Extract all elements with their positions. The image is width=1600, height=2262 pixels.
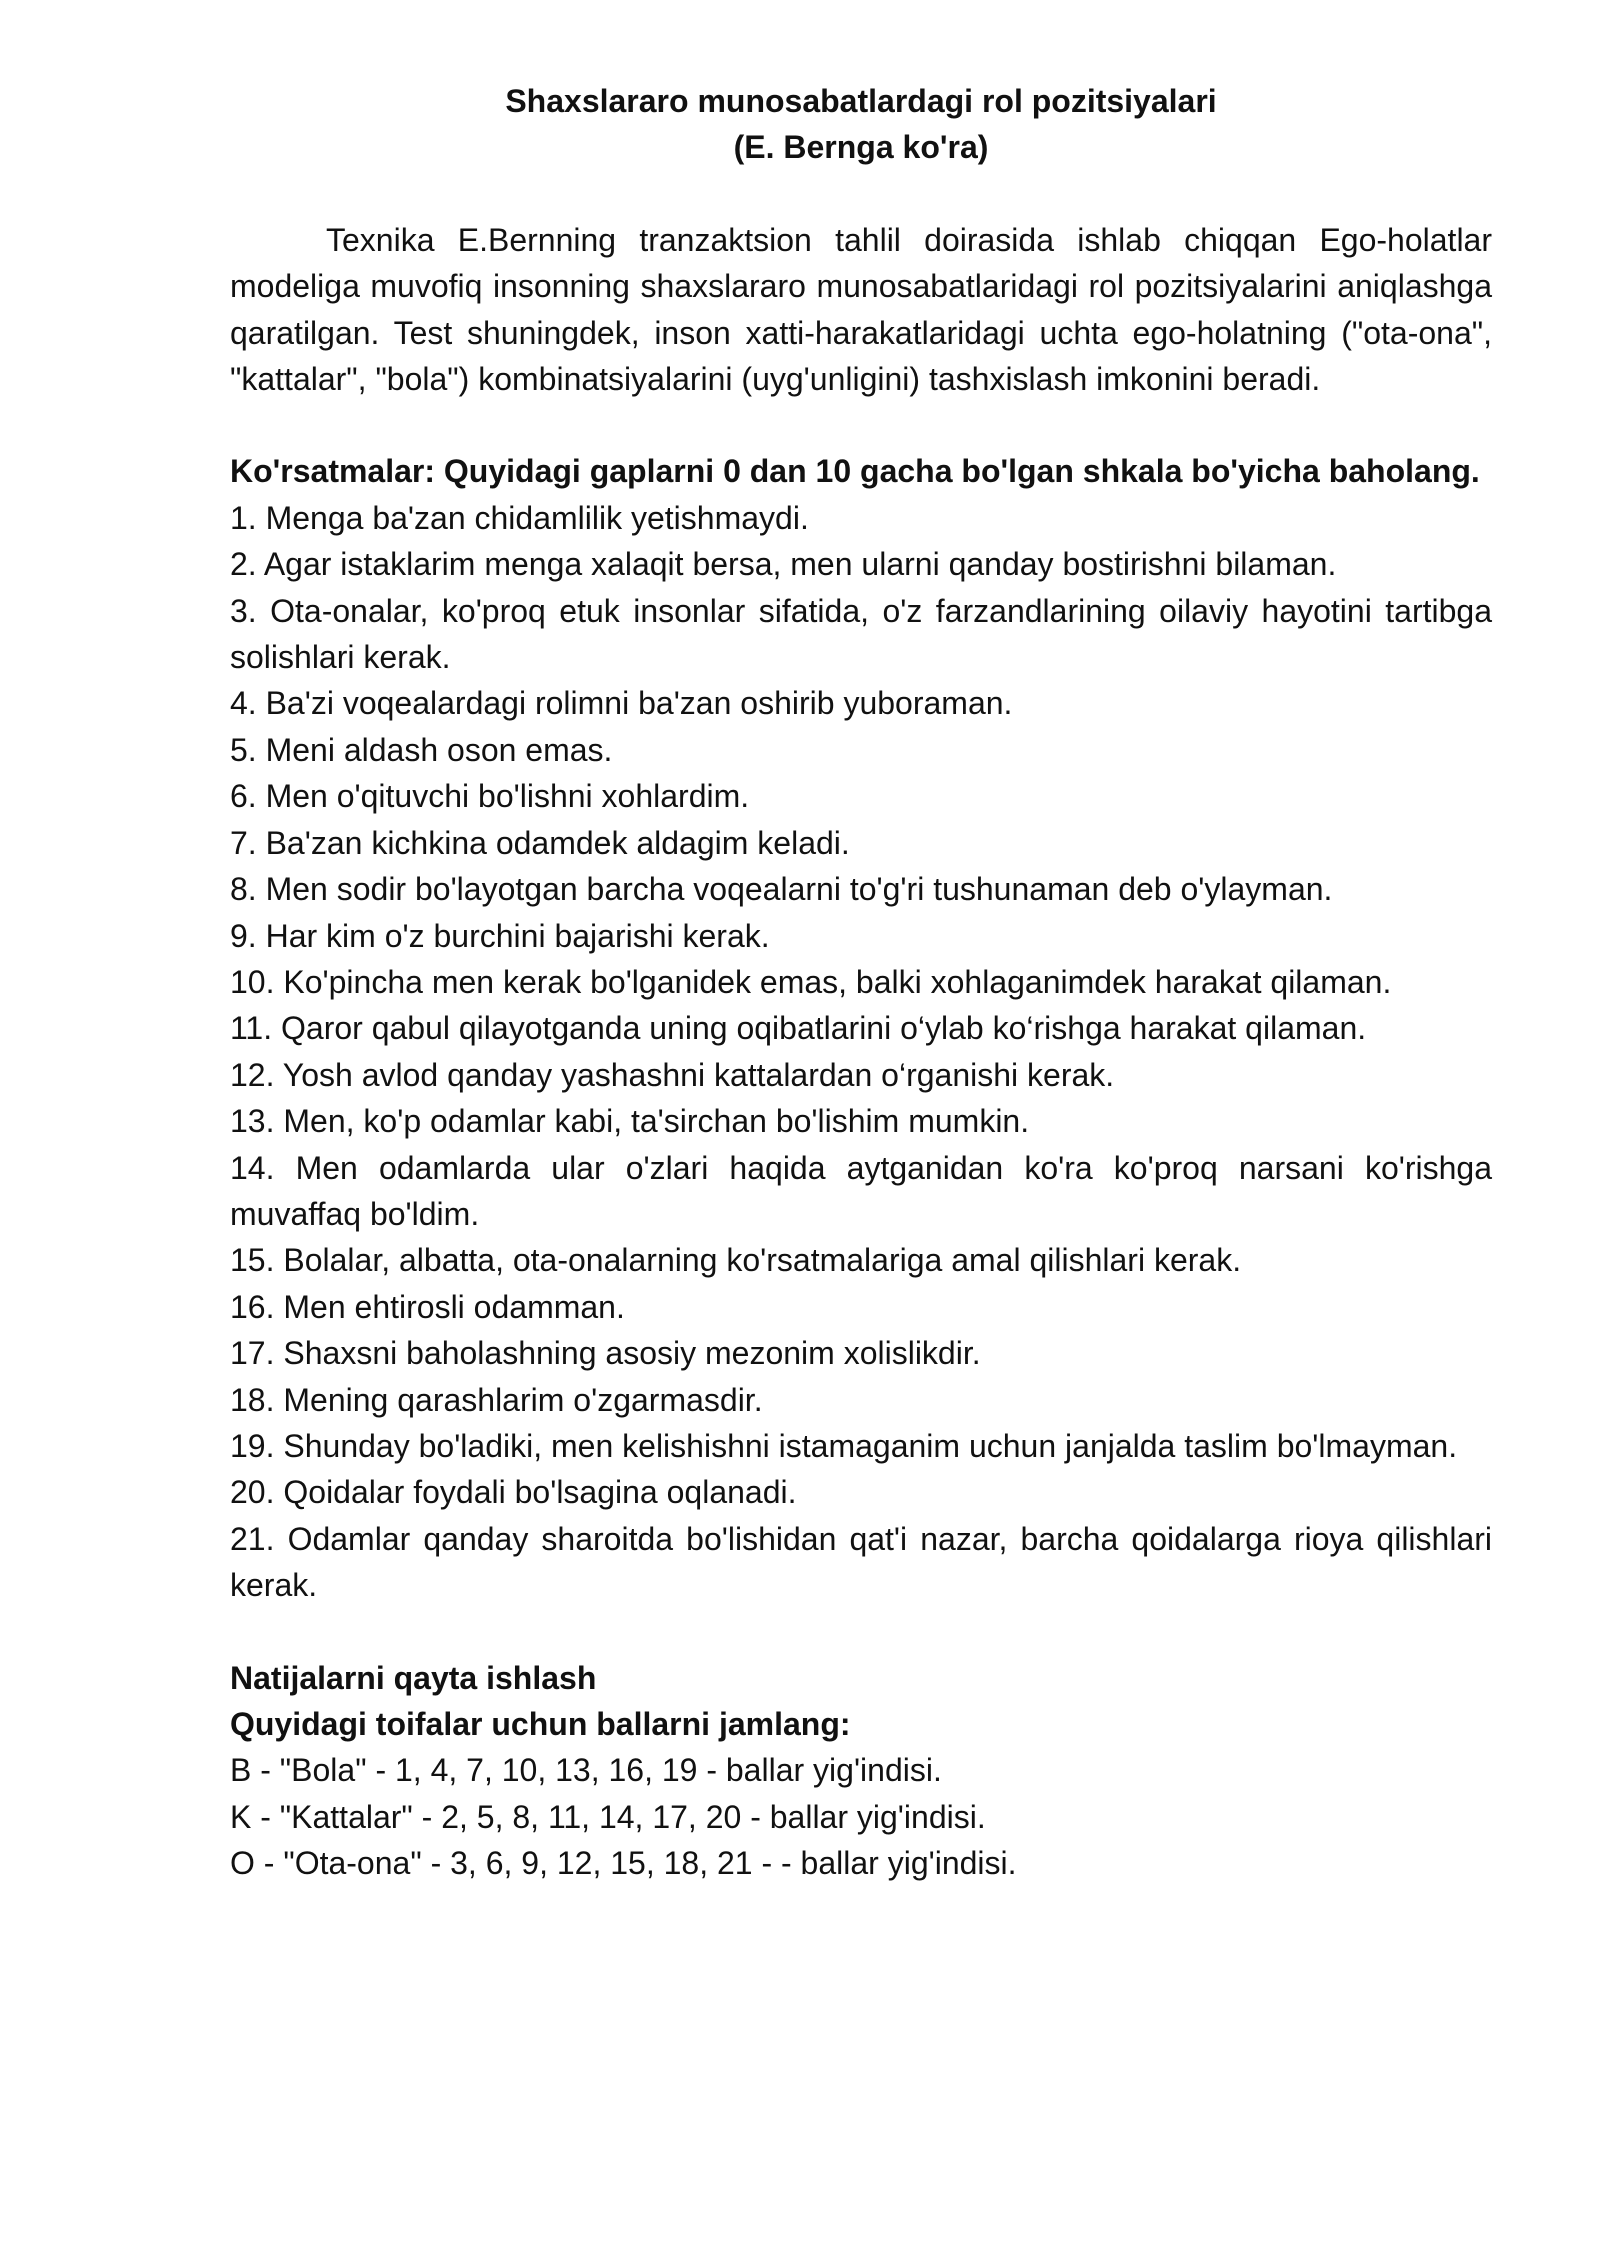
list-item: 15. Bolalar, albatta, ota-onalarning ko'rsatmalariga amal qilishlari kerak. [230, 1242, 1242, 1279]
list-item: 10. Ko'pincha men kerak bo'lganidek emas, balki xohlaganimdek harakat qilaman. [230, 963, 1392, 1000]
instructions: Ko'rsatmalar: Quyidagi gaplarni 0 dan 10 gacha bo'lgan shkala bo'yicha baholang. [230, 453, 1480, 490]
title-line-1: Shaxslararo munosabatlardagi rol pozitsiyalari [505, 83, 1217, 119]
statement-list [230, 495, 1492, 1609]
list-item: 5. Meni aldash oson emas. [230, 731, 613, 768]
processing-heading: Natijalarni qayta ishlash [230, 1659, 597, 1696]
list-item: 4. Ba'zi voqealardagi rolimni ba'zan oshirib yuboraman. [230, 685, 1013, 722]
list-item: 2. Agar istaklarim menga xalaqit bersa, men ularni qanday bostirishni bilaman. [230, 546, 1337, 583]
list-item: 1. Menga ba'zan chidamlilik yetishmaydi. [230, 499, 809, 536]
list-item: 18. Mening qarashlarim o'zgarmasdir. [230, 1381, 763, 1418]
list-item: 16. Men ehtirosli odamman. [230, 1288, 625, 1325]
scoring-item-kattalar: K - "Kattalar" - 2, 5, 8, 11, 14, 17, 20 - ballar yig'indisi. [230, 1798, 986, 1835]
scoring-item-bola: B - "Bola" - 1, 4, 7, 10, 13, 16, 19 - ballar yig'indisi. [230, 1752, 942, 1789]
intro-paragraph: Texnika E.Bernning tranzaktsion tahlil doirasida ishlab chiqqan Ego-holatlar modeliga muvofiq insonning shaxslararo munosabatlaridagi rol pozitsiyalarini aniqlashga qaratilgan. Test shuningdek, inson xatti-harakatlaridagi uchta ego-holatning ("ota-ona", "kattalar", "bola") kombinatsiyalarini (uyg'unligini) tashxislash imkonini beradi. [230, 221, 1492, 398]
document-page [230, 78, 1492, 1887]
list-item: 13. Men, ko'p odamlar kabi, ta'sirchan bo'lishim mumkin. [230, 1103, 1030, 1140]
list-item: 12. Yosh avlod qanday yashashni kattalardan o‘rganishi kerak. [230, 1056, 1115, 1093]
list-item: 20. Qoidalar foydali bo'lsagina oqlanadi. [230, 1474, 797, 1511]
list-item: 21. Odamlar qanday sharoitda bo'lishidan qat'i nazar, barcha qoidalarga rioya qilishlari kerak. [230, 1520, 1492, 1604]
list-item: 14. Men odamlarda ular o'zlari haqida aytganidan ko'ra ko'proq narsani ko'rishga muvaffaq bo'ldim. [230, 1149, 1492, 1232]
list-item: 9. Har kim o'z burchini bajarishi kerak. [230, 917, 770, 954]
list-item: 6. Men o'qituvchi bo'lishni xohlardim. [230, 778, 750, 815]
processing-subheading: Quyidagi toifalar uchun ballarni jamlang: [230, 1706, 851, 1742]
scoring-item-ota-ona: O - "Ota-ona" - 3, 6, 9, 12, 15, 18, 21 - - ballar yig'indisi. [230, 1845, 1017, 1882]
scoring-list [230, 1747, 1492, 1886]
title-line-2: (E. Bernga ko'ra) [733, 129, 989, 166]
list-item: 19. Shunday bo'ladiki, men kelishishni istamaganim uchun janjalda taslim bo'lmayman. [230, 1427, 1458, 1464]
list-item: 3. Ota-onalar, ko'proq etuk insonlar sifatida, o'z farzandlarining oilaviy hayotini tartibga solishlari kerak. [230, 592, 1492, 676]
document-title [230, 78, 1492, 171]
list-item: 17. Shaxsni baholashning asosiy mezonim xolislikdir. [230, 1335, 981, 1372]
list-item: 11. Qaror qabul qilayotganda uning oqibatlarini o‘ylab ko‘rishga harakat qilaman. [230, 1010, 1367, 1047]
list-item: 8. Men sodir bo'layotgan barcha voqealarni to'g'ri tushunaman deb o'ylayman. [230, 871, 1333, 908]
list-item: 7. Ba'zan kichkina odamdek aldagim keladi. [230, 824, 850, 861]
